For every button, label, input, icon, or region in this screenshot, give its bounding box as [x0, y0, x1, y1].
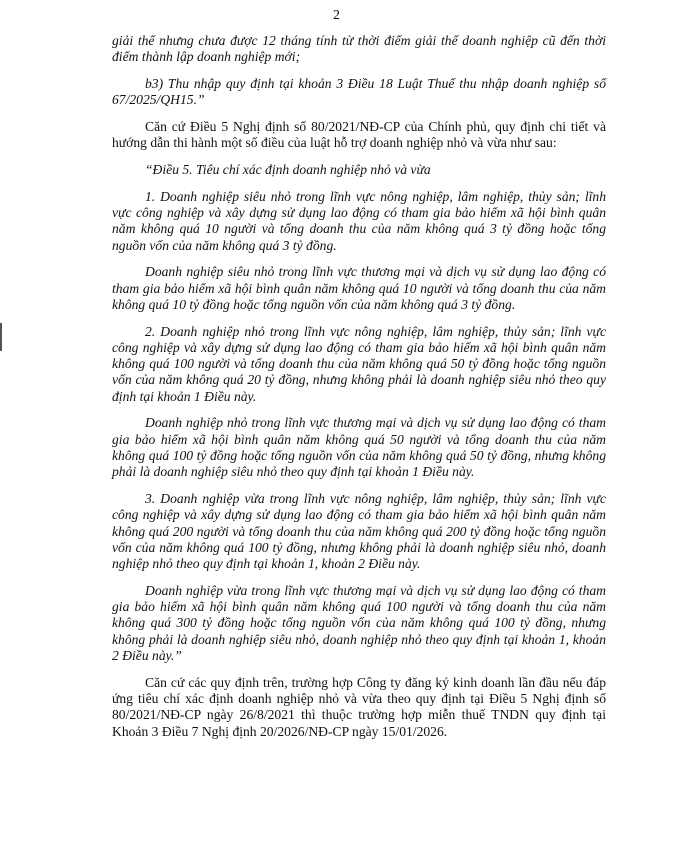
- paragraph-medium-enterprise-agriculture: 3. Doanh nghiệp vừa trong lĩnh vực nông nghiệp, lâm nghiệp, thủy sản; lĩnh vực công nghiệp và xây dựng sử dụng lao động có tham gia bảo hiểm xã hội bình quân năm không quá 200 người và tổng doanh thu của năm không quá 200 tỷ đồng hoặc tổng nguồn vốn của năm không quá 100 tỷ đồng, nhưng không phải là doanh nghiệp siêu nhỏ, doanh nghiệp nhỏ theo quy định tại khoản 1, khoản 2 Điều này.: [112, 490, 606, 572]
- paragraph-medium-enterprise-trade: Doanh nghiệp vừa trong lĩnh vực thương mại và dịch vụ sử dụng lao động có tham gia bảo hiểm xã hội bình quân năm không quá 100 người và tổng doanh thu của năm không quá 300 tỷ đồng hoặc tổng nguồn vốn của năm không quá 100 tỷ đồng, nhưng không phải là doanh nghiệp siêu nhỏ, doanh nghiệp nhỏ theo quy định tại khoản 1, khoản 2 Điều này.”: [112, 582, 606, 664]
- document-body: [112, 33, 606, 740]
- paragraph-small-enterprise-trade: Doanh nghiệp nhỏ trong lĩnh vực thương mại và dịch vụ sử dụng lao động có tham gia bảo hiểm xã hội bình quân năm không quá 50 người và tổng doanh thu của năm không quá 100 tỷ đồng hoặc tổng nguồn vốn của năm không quá 50 tỷ đồng, nhưng không phải là doanh nghiệp siêu nhỏ theo quy định tại khoản 1 Điều này.: [112, 415, 606, 480]
- paragraph-micro-enterprise-agriculture: 1. Doanh nghiệp siêu nhỏ trong lĩnh vực nông nghiệp, lâm nghiệp, thủy sản; lĩnh vực công nghiệp và xây dựng sử dụng lao động có tham gia bảo hiểm xã hội bình quân năm không quá 10 người và tổng doanh thu của năm không quá 3 tỷ đồng hoặc tổng nguồn vốn của năm không quá 3 tỷ đồng.: [112, 188, 606, 253]
- paragraph-small-enterprise-agriculture: 2. Doanh nghiệp nhỏ trong lĩnh vực nông nghiệp, lâm nghiệp, thủy sản; lĩnh vực công nghiệp và xây dựng sử dụng lao động có tham gia bảo hiểm xã hội bình quân năm không quá 100 người và tổng doanh thu của năm không quá 50 tỷ đồng hoặc tổng nguồn vốn của năm không quá 20 tỷ đồng, nhưng không phải là doanh nghiệp siêu nhỏ theo quy định tại khoản 1 Điều này.: [112, 323, 606, 404]
- scan-margin-mark: [0, 323, 2, 351]
- paragraph-legal-basis-decree-80: Căn cứ Điều 5 Nghị định số 80/2021/NĐ-CP của Chính phủ, quy định chi tiết và hướng dẫn thi hành một số điều của luật hỗ trợ doanh nghiệp nhỏ và vừa như sau:: [112, 118, 606, 151]
- paragraph-dissolution-clause: giải thể nhưng chưa được 12 tháng tính từ thời điểm giải thể doanh nghiệp cũ đến thời điểm thành lập doanh nghiệp mới;: [112, 33, 606, 65]
- article-5-heading: “Điều 5. Tiêu chí xác định doanh nghiệp nhỏ và vừa: [145, 161, 431, 177]
- paragraph-b3-income: b3) Thu nhập quy định tại khoản 3 Điều 18 Luật Thuế thu nhập doanh nghiệp số 67/2025/QH15.”: [112, 75, 606, 108]
- paragraph-conclusion: Căn cứ các quy định trên, trường hợp Công ty đăng ký kinh doanh lần đầu nếu đáp ứng tiêu chí xác định doanh nghiệp nhỏ và vừa theo quy định tại Điều 5 Nghị định số 80/2021/NĐ-CP ngày 26/8/2021 thì thuộc trường hợp miễn thuế TNDN quy định tại Khoản 3 Điều 7 Nghị định 20/2026/NĐ-CP ngày 15/01/2026.: [112, 674, 606, 739]
- page-number: 2: [333, 8, 340, 23]
- paragraph-micro-enterprise-trade: Doanh nghiệp siêu nhỏ trong lĩnh vực thương mại và dịch vụ sử dụng lao động có tham gia bảo hiểm xã hội bình quân năm không quá 10 người và tổng doanh thu của năm không quá 10 tỷ đồng hoặc tổng nguồn vốn của năm không quá 3 tỷ đồng.: [112, 264, 606, 312]
